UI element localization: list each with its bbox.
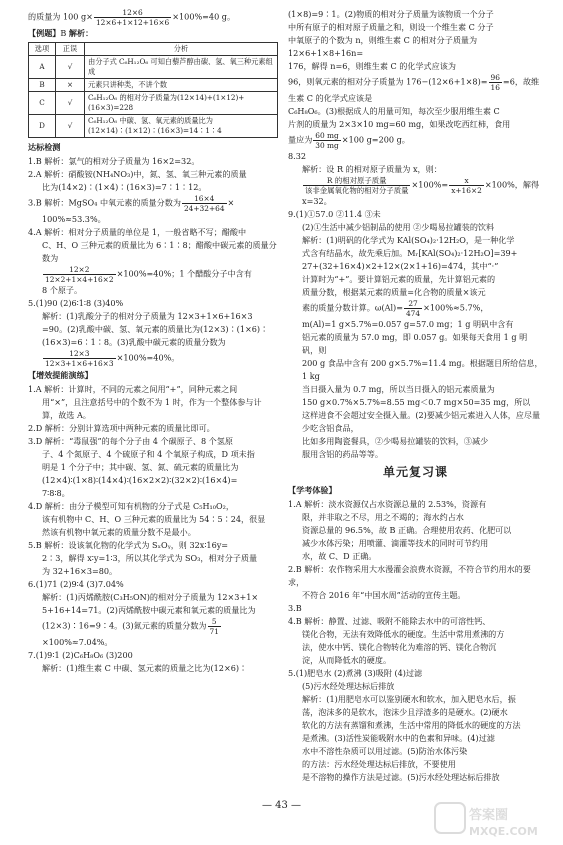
table-row: A √ 由分子式 C₆H₁₂O₆ 可知白藜芦醇由碳、氢、氧三种元素组成	[29, 56, 278, 79]
table-row: D √ C₆H₁₂O₆ 中碳、氢、氧元素的质量比为(12×14)∶(1×12)∶(16×3)=14∶1∶4	[29, 115, 278, 138]
intro-line: 的质量为 100 g× $\frac{12\times 6}{12\times 6+1\times 12+16\times 6}$ ×100%=40 g。	[28, 8, 236, 27]
left-column: 的质量为 100 g× $\frac{12\times 6}{12\times 6+1\times 12+16\times 6}$ ×100%=40 g。 【例题】B 解析： 选项 正误 分析 A √ 由分子式 C₆H₁₂O₆ 可知白藜芦醇由碳、氢、氧三种元素组成 B × 元素只讲种类，不讲个数 C √ C₆H₁₂O₆ 的相对分子质量为(12×14)+(1×12)+(16×3)=228 D √ C₆H₁₂O₆ 中碳、氢、氧元素的质量比为(12×14)∶(1×12)∶(16×3)=14∶1∶4 达标检测 1.B 解析：氯气的相对分子质量为 16×2=32。 2.A 解析：硝酸铵(NH₄NO₃)中，氮、氢、氧三种元素的质量 比为(14×2)∶(1×4)∶(16×3)=7∶1∶12。 3.B 解析：MgSO₄ 中氧元素的质量分数为 $\frac{16\times 4}{24+32+64}$ × 100%≈53.3%。 4.A 解析：相对分子质量的单位是 1，一般省略不写；醋酸中 C、H、O 三种元素的质量比为 6∶1∶8；醋酸中碳元素的质量分数为 $\frac{12\times 2}{12\times 2+1\times 4+16\times 2}$ ×100%=40%；1 个醋酸分子中含有 8 个原子。 5.(1)90 (2)6∶1∶8 (3)40% 解析：(1)乳酸分子的相对分子质量为 12×3+1×6+16×3 =90。(2)乳酸中碳、氢、氧元素的质量比为(12×3)∶(1×6)∶ (16×3)=6∶1∶8。(3)乳酸中碳元素的质量分数为 $\frac{12\times 3}{12\times 3+1\times 6+16\times 3}$ ×100%=40%。 【增效提能演练】 1.A 解析：计算时，不同的元素之间用“+”，同种元素之间 用“×”，且注意括号中的个数不为 1 时，作为一个整体参与计 算，故选 A。 2.D 解析：分别计算选项中两种元素的质量比即可。 3.D 解析：“毒鼠强”的每个分子由 4 个碳原子、8 个氢原 子、4 个氮原子、4 个硫原子和 4 个氧原子构成，D 项未指 明是 1 个分子中；其中碳、氢、氮、硫元素的质量比为 (12×4)∶(1×8)∶(14×4)∶(16×2×2)∶(32×2)∶(16×4)= 7∶8∶8。 4.D 解析：由分子模型可知有机物的分子式是 C₅H₁₀O₂， 该有机物中 C、H、O 三种元素的质量比为 54∶5∶24，很显 然该有机物中氧元素的质量分数不是最小。 5.B 解析：设该氧化物的化学式为 SₓOᵧ，则 32x∶16y= 2∶3，解得 x∶y=1∶3，所以其化学式为 SO₃，相对分子质量 为 32+16×3=80。 6.(1)71 (2)9∶4 (3)7.04% 解析：(1)丙烯酰胺(C₃H₅ON)的相对分子质量为 12×3+1× 5+16+14=71。(2)丙烯酰胺中碳元素和氧元素的质量比为 (12×3)∶16=9∶4。(3)氮元素的质量分数为 $\frac{5}{71}$ ×100%≈7.04%。 7.(1)9∶1 (2)C₆H₈O₆ (3)200 解析：(1)维生素 C 中碳、氢元素的质量之比为(12×6)∶	[28, 8, 280, 675]
table-row: C √ C₆H₁₂O₆ 的相对分子质量为(12×14)+(1×12)+(16×3)=228	[29, 92, 278, 115]
unit-title: 单元复习课	[382, 465, 448, 479]
svg-text:MXQE.COM: MXQE.COM	[469, 825, 538, 838]
page-number: — 43 —	[261, 800, 302, 811]
section-heading: 达标检测	[28, 142, 61, 152]
svg-text:答案圈: 答案圈	[469, 808, 509, 823]
example-analysis-table: 选项 正误 分析 A √ 由分子式 C₆H₁₂O₆ 可知白藜芦醇由碳、氢、氧三种元素组成 B × 元素只讲种类，不讲个数 C √ C₆H₁₂O₆ 的相对分子质量为(12×14)+(1×12)+(16×3)=228 D √ C₆H₁₂O₆ 中碳、氢、氧元素的质量比为(12×14)∶(1×12)∶(16×3)=14∶1∶4	[28, 42, 278, 138]
watermark-logo	[433, 799, 545, 841]
right-column: (1×8)=9∶1。(2)物质的相对分子质量为该物质一个分子 中所有原子的相对原子质量之和，则设一个维生素 C 分子 中氧原子的个数为 n，则维生素 C 的相对分子质量为 12×6+1×8+16n= 176，解得 n=6，则维生素 C 的化学式应该为 96，则氧元素的相对分子质量为 176−(12×6+1×8)= $\frac{96}{16}$ =6，故维生素 C 的化学式应该是 C₆H₈O₆。(3)根据成人的用量可知，每次至少服用维生素 C 片剂的质量为 2×3×10 mg=60 mg，如果改吃西红柿，食用 量应为 $\frac{60 mg}{30 mg}$ ×100 g=200 g。 8.32 解析：设 R 的相对原子质量为 x，则： $\frac{\text{R 的相对原子质量}}{\text{该非金属氧化物的相对分子质量}}$ ×100%= $\frac{x}{x+16\times 2}$ ×100%，解得 x=32。 9.(1)①57.0 ②11.4 ③未 (2)①生活中减少铝制品的使用 ②少喝易拉罐装的饮料 解析：(1)明矾的化学式为 KAl(SO₄)₂·12H₂O，是一种化学 式含有结晶水，故先乘后加。Mᵣ[KAl(SO₄)₂·12H₂O]=39+ 27+(32+16×4)×2+12×(2×1+16)=474，其中“·” 计算时为“+”。要计算铝元素的质量，先计算铝元素的 质量分数，根据某元素的质量=化合物的质量×该元 素的质量分数计算。ω(Al)= $\frac{27}{474}$ ×100%≈5.7%， m(Al)=1 g×5.7%=0.057 g=57.0 mg；1 g 明矾中含有 铝元素的质量为 57.0 mg，即 0.057 g。如果每天食用 1 g 明矾，则 200 g 食品中含有 200 g×5.7%=11.4 mg。根据题目所给信息，1 kg 当日摄入量为 0.7 mg，所以当日摄入的铝元素质量为 150 g×0.7%×5.7%=8.55 mg＜0.7 mg×50=35 mg，所以 这样进食不会超过安全摄入量。(2)要减少铝元素进入人体，应尽量少吃含铝食品， 比如多用陶瓷餐具，②少喝易拉罐装的饮料，③减少 服用含铝的药品等等。 单元复习课 【学考体验】 1.A 解析：淡水资源仅占水资源总量的 2.53%，资源有 限，并非取之不尽，用之不竭的；海水约占水 资源总量的 96.5%，故 B 正确。合理使用农药、化肥可以 减少水体污染；用喷灌、滴灌等技术的同时可节约用 水，故 C、D 正确。 2.B 解析：农作物采用大水漫灌会浪费水资源，不符合节约用水的要求， 不符合 2016 年“中国水周”活动的宣传主题。 3.B 4.B 解析：静置、过滤、吸附不能除去水中的可溶性钙、 镁化合物，无法有效降低水的硬度。生活中常用煮沸的方 法，使水中钙、镁化合物转化为难溶的钙、镁化合物沉 淀，从而降低水的硬度。 5.(1)肥皂水 (2)煮沸 (3)吸附 (4)过滤 (5)污水经处理达标后排放 解析：(1)用肥皂水可以鉴别硬水和软水，加入肥皂水后，振 荡，泡沫多的是软水，泡沫少且浮渣多的是硬水。(2)硬水 软化的方法有蒸馏和煮沸，生活中常用的降低水的硬度的方法 是煮沸。(3)活性炭能吸附水中的色素和异味。(4)过滤 水中不溶性杂质可以用过滤。(5)防治水体污染 的方法：污水经处理达标后排放，不要使用 是不溶物的操作方法是过滤。(5)污水经处理达标后排放	[288, 9, 543, 782]
example-heading: 【例题】B 解析：	[28, 28, 94, 38]
section-heading: 【学考体验】	[288, 485, 337, 495]
section-heading: 【增效提能演练】	[28, 370, 93, 380]
fraction: $\frac{12\times 6}{12\times 6+1\times 12+16\times 6}$	[95, 8, 170, 27]
table-row: B × 元素只讲种类，不讲个数	[29, 79, 278, 92]
